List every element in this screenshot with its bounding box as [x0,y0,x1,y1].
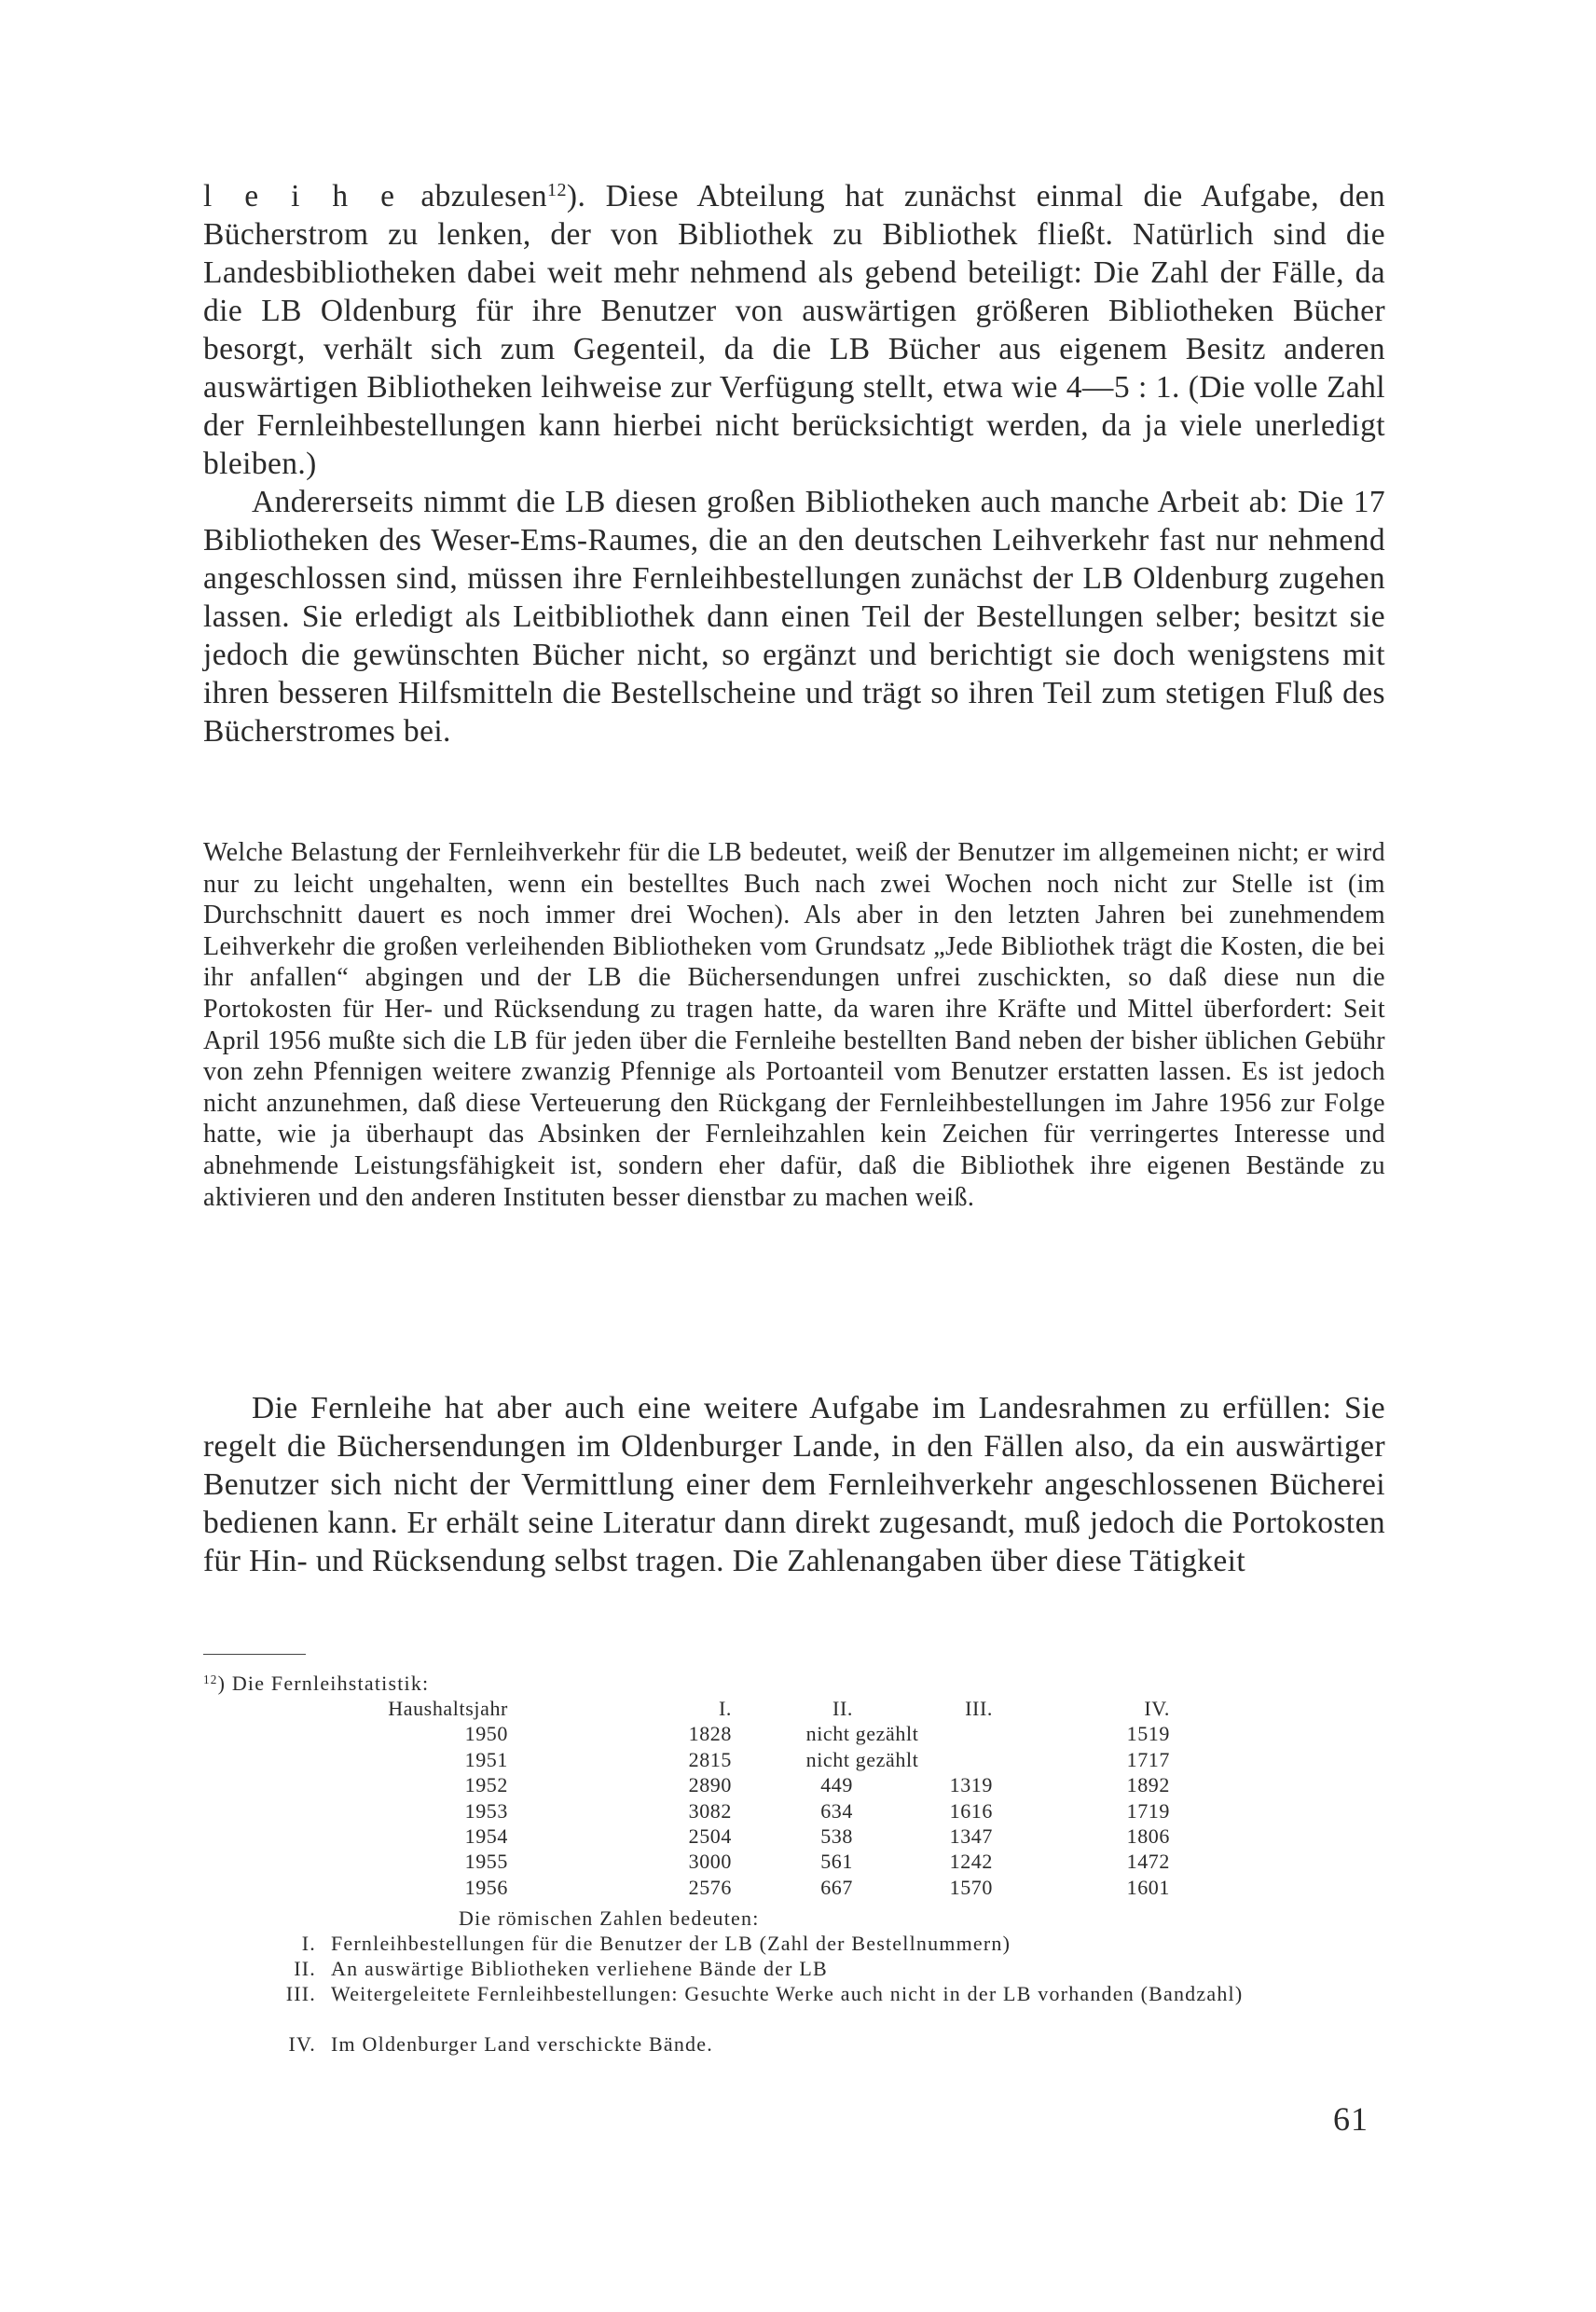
legend-text: Im Oldenburger Land verschickte Bände. [331,2032,713,2056]
cell-iii: 1242 [949,1850,993,1874]
cell-i: 2815 [688,1747,732,1771]
header-i: I. [718,1697,732,1720]
cell-iv: 1472 [1126,1850,1170,1874]
cell-year: 1950 [464,1722,508,1746]
footnote-title-text: ) Die Fernleihstatistik: [217,1672,430,1695]
paragraph-3-small [203,837,1385,1213]
paragraph-1-text: ). Diese Abteilung hat zunächst einmal die Aufgabe, den Bücherstrom zu lenken, der von Bibliothek zu Bibliothek fließt. Natürlich sind die Landesbibliotheken dabei weit mehr nehmend als gebend beteiligt: Die Zahl der Fälle, da die LB Oldenburg für ihre Benutzer von auswärtigen größeren Bibliotheken Bücher besorgt, verhält sich zum Gegenteil, da die LB Bücher aus eigenem Besitz anderen auswärtigen Bibliotheken leihweise zur Verfügung stellt, etwa wie 4—5 : 1. (Die volle Zahl der Fernleihbestellungen kann hierbei nicht berücksichtigt werden, da ja viele unerledigt bleiben.) [203,179,1386,481]
paragraph-2: Andererseits nimmt die LB diesen großen Bibliotheken auch manche Arbeit ab: Die 17 Bibliotheken des Weser-Ems-Raumes, die an den deutschen Leihverkehr fast nur nehmend angeschlossen sind, müssen ihre Fernleihbestellungen zunächst der LB Oldenburg zugehen lassen. Sie erledigt als Leitbibliothek dann einen Teil der Bestellungen selber; besitzt sie jedoch die gewünschten Bücher nicht, so ergänzt und berichtigt sie doch wenigstens mit ihren besseren Hilfsmitteln die Bestellscheine und trägt so ihren Teil zum stetigen Fluß des Bücherstromes bei. [203,485,1385,749]
table-row [336,1850,1170,1875]
footnote-reference: 12 [547,179,567,200]
header-iv: IV. [1144,1697,1170,1720]
legend-item [285,1982,1384,2006]
paragraph-4-block [203,1389,1385,1580]
cell-ii: 538 [820,1823,853,1848]
cell-iv: 1601 [1126,1875,1170,1899]
legend-title: Die römischen Zahlen bedeuten: [459,1906,760,1930]
header-year: Haushaltsjahr [388,1697,508,1720]
legend-item [288,2032,1207,2057]
cell-iii: 1616 [949,1798,993,1823]
paragraph-4: Die Fernleihe hat aber auch eine weitere Aufgabe im Landesrahmen zu erfüllen: Sie regelt die Büchersendungen im Oldenburger Lande, in den Fällen also, da ein auswärtiger Benutzer sich nicht der Vermittlung einer dem Fernleihverkehr angeschlossenen Bücherei bedienen kann. Er erhält seine Literatur dann direkt zugesandt, muß jedoch die Portokosten für Hin- und Rücksendung selbst tragen. Die Zahlenangaben über diese Tätigkeit [203,1391,1385,1578]
cell-iv: 1719 [1126,1798,1170,1823]
cell-ii: 449 [820,1773,853,1797]
fernleih-statistics-table [336,1697,1170,1901]
cell-year: 1952 [464,1773,508,1797]
table-row [336,1722,1170,1747]
legend-numeral: IV. [288,2032,316,2056]
footnote-marker: 12 [203,1672,218,1686]
paragraph-1-start: abzulesen [400,179,548,213]
cell-iii: 1347 [949,1823,993,1848]
legend-numeral: III. [285,1982,316,2005]
legend-item [294,1957,1207,1981]
cell-iv: 1806 [1126,1823,1170,1848]
table-row [336,1773,1170,1798]
cell-iv: 1892 [1126,1773,1170,1797]
cell-i: 3082 [688,1798,732,1823]
cell-year: 1955 [464,1850,508,1874]
table-header-row [336,1697,1170,1722]
cell-iii: 1570 [949,1875,993,1899]
page-number: 61 [1333,2100,1369,2138]
cell-i: 2890 [688,1773,732,1797]
cell-not-counted: nicht gezählt [805,1722,919,1746]
header-iii: III. [965,1697,993,1720]
table-row [336,1748,1170,1773]
spaced-word: l e i h e [203,179,401,213]
cell-ii: 561 [820,1850,853,1874]
cell-iv: 1519 [1126,1722,1170,1746]
cell-year: 1954 [464,1823,508,1848]
cell-i: 2504 [688,1823,732,1848]
cell-year: 1953 [464,1798,508,1823]
cell-iii: 1319 [949,1773,993,1797]
legend-item [301,1932,1207,1956]
footnote-title [203,1671,429,1696]
legend-numeral: I. [301,1932,316,1955]
cell-i: 2576 [688,1875,732,1899]
cell-i: 1828 [688,1722,732,1746]
legend-text: Weitergeleitete Fernleihbestellungen: Gesuchte Werke auch nicht in der LB vorhanden (Bandzahl) [331,1982,1244,2005]
legend-numeral: II. [294,1957,316,1980]
header-ii: II. [832,1697,853,1720]
cell-iv: 1717 [1126,1747,1170,1771]
cell-ii: 634 [820,1798,853,1823]
footnote-separator [203,1654,306,1655]
cell-year: 1956 [464,1875,508,1899]
legend-text: An auswärtige Bibliotheken verliehene Bände der LB [331,1957,828,1980]
paragraph-1 [203,177,1385,750]
table-row [336,1876,1170,1901]
legend-text: Fernleihbestellungen für die Benutzer der LB (Zahl der Bestellnummern) [331,1932,1011,1955]
cell-ii: 667 [820,1875,853,1899]
cell-year: 1951 [464,1747,508,1771]
cell-not-counted: nicht gezählt [805,1747,919,1771]
table-row [336,1799,1170,1824]
table-row [336,1824,1170,1850]
cell-i: 3000 [688,1850,732,1874]
paragraph-3: Welche Belastung der Fernleihverkehr für die LB bedeutet, weiß der Benutzer im allgemeinen nicht; er wird nur zu leicht ungehalten, wenn ein bestelltes Buch nach zwei Wochen noch nicht zur Stelle ist (im Durchschnitt dauert es noch immer drei Wochen). Als aber in den letzten Jahren bei zunehmendem Leihverkehr die großen verleihenden Bibliotheken vom Grundsatz „Jede Bibliothek trägt die Kosten, die bei ihr anfallen“ abgingen und der LB die Büchersendungen unfrei zuschickten, so daß diese nun die Portokosten für Her- und Rücksendung zu tragen hatte, da waren ihre Kräfte und Mittel überfordert: Seit April 1956 mußte sich die LB für jeden über die Fernleihe bestellten Band neben der bisher üblichen Gebühr von zehn Pfennigen weitere zwanzig Pfennige als Portoanteil vom Benutzer erstatten lassen. Es ist jedoch nicht anzunehmen, daß diese Verteuerung den Rückgang der Fernleihbestellungen im Jahre 1956 zur Folge hatte, wie ja überhaupt das Absinken der Fernleihzahlen kein Zeichen für verringertes Interesse und abnehmende Leistungsfähigkeit ist, sondern eher dafür, daß die Bibliothek ihre eigenen Bestände zu aktivieren und den anderen Instituten besser dienstbar zu machen weiß. [203,838,1385,1212]
